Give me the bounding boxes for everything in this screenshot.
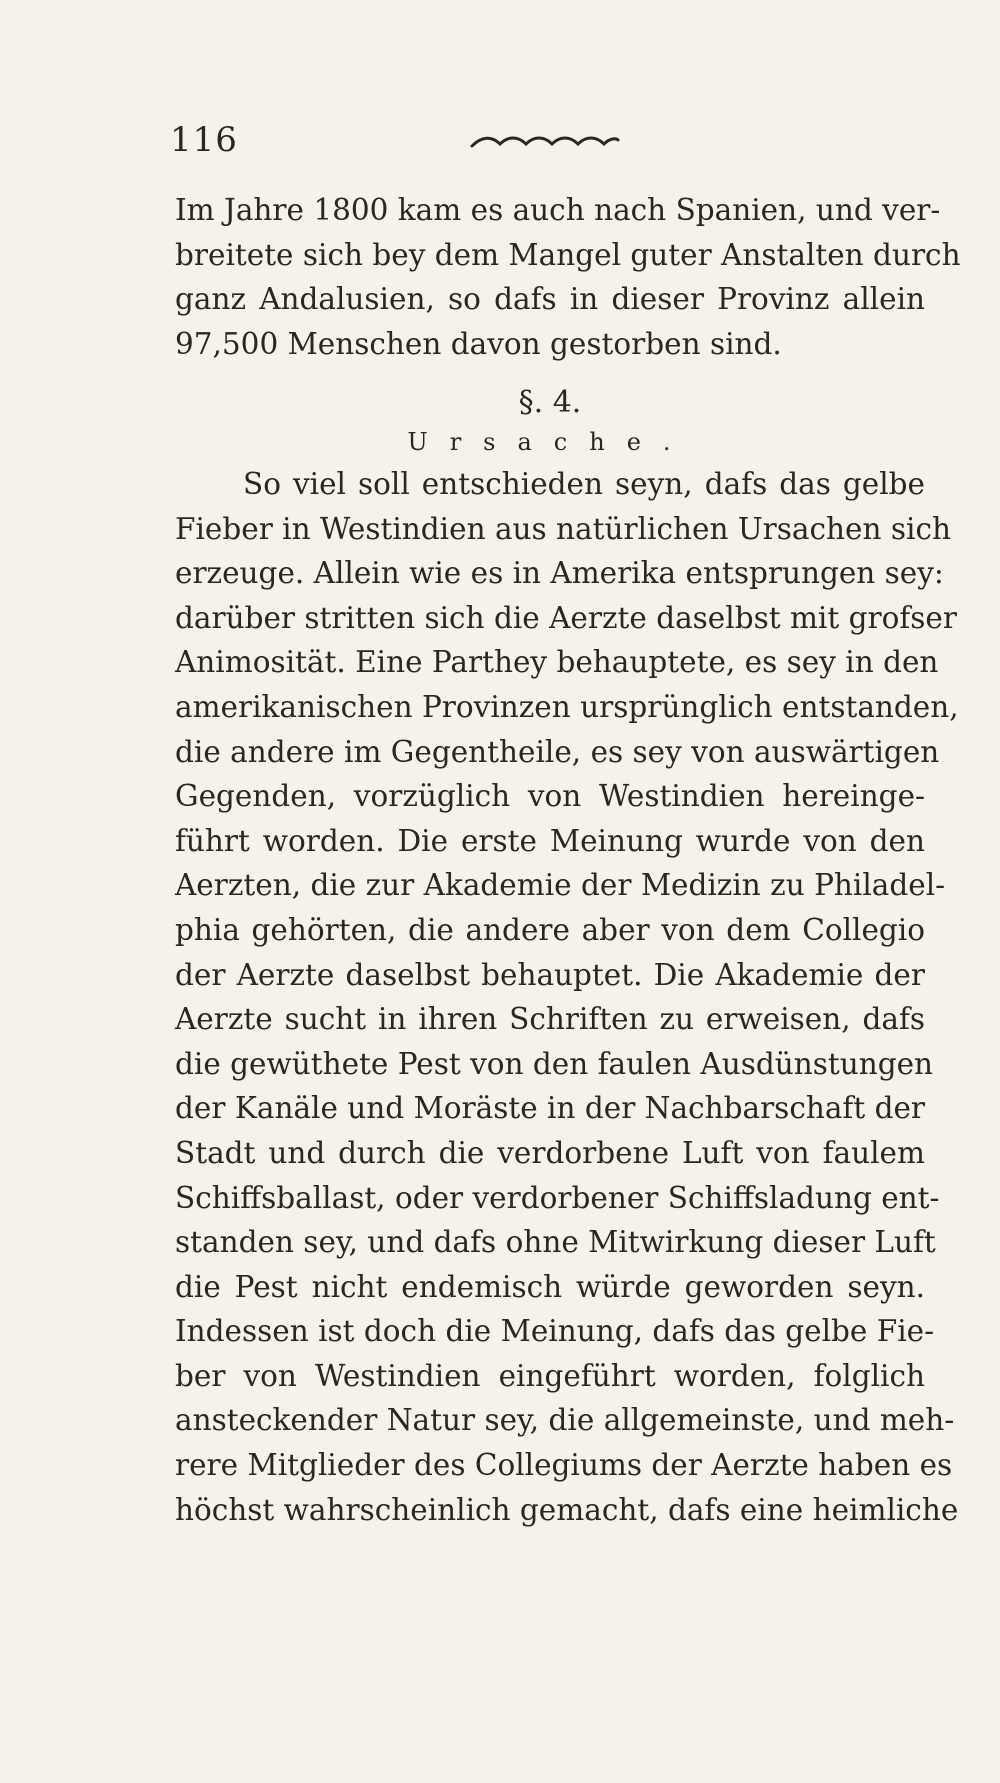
- text-line: die gewüthete Pest von den faulen Ausdünstungen: [175, 1046, 934, 1081]
- section-title: Ursache.: [407, 428, 693, 456]
- text-line: ganz Andalusien, so dafs in dieser Provinz allein: [175, 282, 925, 317]
- text-line: Stadt und durch die verdorbene Luft von faulem: [175, 1135, 925, 1170]
- text-line: die Pest nicht endemisch würde geworden seyn.: [175, 1269, 925, 1304]
- text-line: Gegenden, vorzüglich von Westindien hereinge-: [175, 779, 925, 814]
- page-header: [170, 120, 930, 170]
- text-line: erzeuge. Allein wie es in Amerika entsprungen sey:: [175, 556, 944, 591]
- main-paragraph: [175, 462, 959, 1532]
- text-line: Indessen ist doch die Meinung, dafs das gelbe Fie-: [175, 1314, 935, 1349]
- text-line: führt worden. Die erste Meinung wurde von den: [175, 823, 925, 858]
- text-line: ansteckender Natur sey, die allgemeinste, und meh-: [175, 1403, 955, 1438]
- text-line: Fieber in Westindien aus natürlichen Ursachen sich: [175, 511, 951, 546]
- text-line: Im Jahre 1800 kam es auch nach Spanien, und ver-: [175, 193, 941, 227]
- text-line: die andere im Gegentheile, es sey von auswärtigen: [175, 734, 940, 769]
- text-line: der Kanäle und Moräste in der Nachbarschaft der: [175, 1091, 926, 1126]
- text-line: Animosität. Eine Parthey behauptete, es sey in den: [175, 645, 939, 680]
- intro-paragraph: [175, 188, 961, 366]
- section-number: §. 4.: [518, 385, 582, 420]
- text-line: So viel soll entschieden seyn, dafs das gelbe: [243, 467, 925, 501]
- text-line: darüber stritten sich die Aerzte daselbst mit grofser: [175, 600, 957, 635]
- text-line: standen sey, und dafs ohne Mitwirkung dieser Luft: [175, 1225, 936, 1260]
- text-line: amerikanischen Provinzen ursprünglich entstanden,: [175, 689, 959, 724]
- text-line: ber von Westindien eingeführt worden, folglich: [175, 1358, 925, 1393]
- text-line: breitete sich bey dem Mangel guter Anstalten durch: [175, 237, 961, 272]
- text-line: Schiffsballast, oder verdorbener Schiffsladung ent-: [175, 1180, 940, 1215]
- header-ornament-icon: [470, 130, 620, 154]
- text-line: der Aerzte daselbst behauptet. Die Akademie der: [175, 957, 925, 992]
- text-line: Aerzten, die zur Akademie der Medizin zu Philadel-: [175, 868, 946, 903]
- page-number: 116: [170, 120, 238, 160]
- text-line: höchst wahrscheinlich gemacht, dafs eine heimliche: [175, 1492, 959, 1527]
- text-line: 97,500 Menschen davon gestorben sind.: [175, 326, 782, 361]
- text-line: phia gehörten, die andere aber von dem Collegio: [175, 912, 925, 947]
- text-line: rere Mitglieder des Collegiums der Aerzte haben es: [175, 1448, 953, 1483]
- text-line: Aerzte sucht in ihren Schriften zu erweisen, dafs: [175, 1002, 925, 1037]
